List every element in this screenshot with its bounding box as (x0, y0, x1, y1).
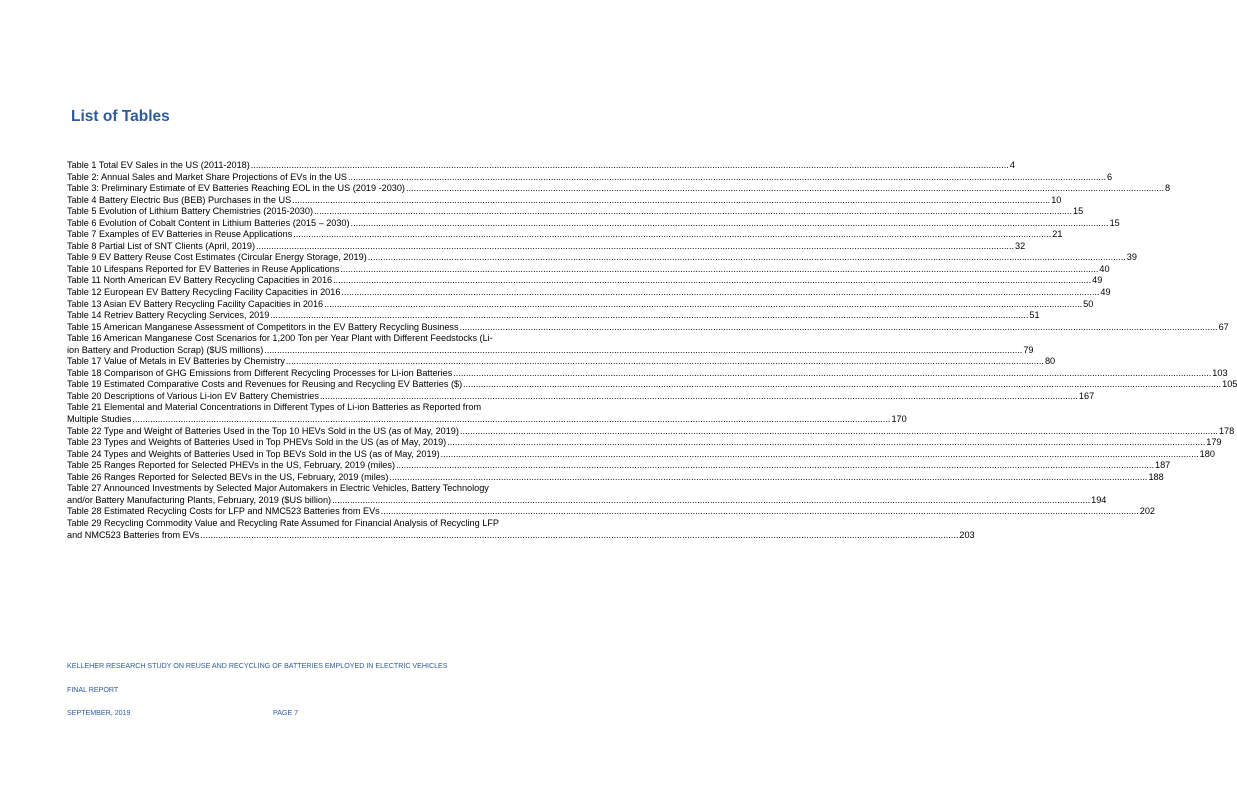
toc-entry[interactable] (67, 448, 1215, 461)
toc-page-number: 15 (1109, 217, 1120, 228)
toc-entry-first-line: Table 29 Recycling Commodity Value and Recycling Rate Assumed for Financial Analysis of Recycling LFP (67, 517, 499, 528)
toc-entry[interactable] (67, 160, 1015, 172)
toc-entry-title: Table 9 EV Battery Reuse Cost Estimates (Circular Energy Storage, 2019) (67, 252, 367, 263)
toc-page-number: 67 (1218, 321, 1229, 332)
toc-page-number: 188 (1148, 471, 1164, 482)
toc-dot-leader: ........................................................................................................................................................................................................................................................................................................... (453, 367, 1212, 378)
toc-entry[interactable] (67, 460, 1171, 472)
toc-dot-leader: ........................................................................................................................................................................................................................................................................................................... (396, 460, 1155, 471)
toc-dot-leader: ........................................................................................................................................................................................................................................................................................................... (447, 437, 1206, 448)
toc-entry-title: ion Battery and Production Scrap) ($US millions) (67, 344, 264, 355)
footer-date: SEPTEMBER, 2019 (67, 709, 131, 717)
toc-dot-leader: ........................................................................................................................................................................................................................................................................................................... (293, 229, 1052, 240)
toc-entry-title: Table 25 Ranges Reported for Selected PHEVs in the US, February, 2019 (miles) (67, 460, 395, 471)
toc-entry-title: Table 1 Total EV Sales in the US (2011-2018) (67, 160, 250, 170)
toc-entry[interactable] (67, 390, 1095, 403)
toc-dot-leader: ........................................................................................................................................................................................................................................................................................................... (348, 171, 1107, 182)
toc-entry[interactable] (67, 506, 1156, 518)
toc-page-number: 103 (1212, 367, 1228, 378)
toc-page-number: 32 (1015, 240, 1026, 251)
toc-page-number: 21 (1052, 229, 1063, 240)
toc-entry[interactable] (67, 217, 1120, 230)
toc-entry-title: Table 20 Descriptions of Various Li-ion EV Battery Chemistries (67, 390, 319, 401)
page-title: List of Tables (71, 108, 170, 125)
toc-entry[interactable] (67, 437, 1222, 449)
toc-dot-leader: ........................................................................................................................................................................................................................................................................................................... (270, 310, 1029, 321)
toc-dot-leader: ........................................................................................................................................................................................................................................................................................................... (314, 206, 1073, 217)
toc-entry-title: Table 10 Lifespans Reported for EV Batteries in Reuse Applications (67, 263, 340, 274)
footer-page-number: PAGE 7 (273, 709, 299, 717)
toc-entry[interactable] (67, 275, 1103, 287)
toc-page-number: 180 (1199, 448, 1215, 459)
toc-dot-leader: ........................................................................................................................................................................................................................................................................................................... (292, 194, 1051, 205)
toc-entry-title: Table 3: Preliminary Estimate of EV Batteries Reaching EOL in the US (2019 -2030) (67, 183, 405, 194)
toc-dot-leader: ........................................................................................................................................................................................................................................................................................................... (200, 529, 959, 540)
toc-entry-title: Table 13 Asian EV Battery Recycling Facility Capacities in 2016 (67, 298, 324, 309)
list-of-tables (67, 160, 1237, 541)
toc-dot-leader: ........................................................................................................................................................................................................................................................................................................... (463, 379, 1222, 390)
toc-page-number: 167 (1078, 390, 1095, 401)
toc-entry[interactable] (67, 356, 1056, 368)
toc-entry[interactable] (67, 183, 1171, 195)
toc-entry[interactable] (67, 494, 1107, 507)
toc-dot-leader: ........................................................................................................................................................................................................................................................................................................... (380, 506, 1139, 517)
toc-entry[interactable] (67, 379, 1237, 391)
toc-entry-title: Table 18 Comparison of GHG Emissions from Different Recycling Processes for Li-ion Batteries (67, 367, 453, 378)
toc-dot-leader: ........................................................................................................................................................................................................................................................................................................... (389, 471, 1148, 482)
toc-entry-first-line: Table 27 Announced Investments by Selected Major Automakers in Electric Vehicles, Battery Technology (67, 483, 489, 494)
toc-page-number: 40 (1099, 263, 1110, 274)
toc-page-number: 203 (959, 529, 975, 540)
toc-dot-leader: ........................................................................................................................................................................................................................................................................................................... (319, 390, 1078, 401)
toc-dot-leader: ........................................................................................................................................................................................................................................................................................................... (333, 275, 1092, 286)
toc-dot-leader: ........................................................................................................................................................................................................................................................................................................... (256, 240, 1015, 251)
toc-entry-title: Table 5 Evolution of Lithium Battery Chemistries (2015-2030) (67, 206, 313, 217)
toc-entry-title: Table 22 Type and Weight of Batteries Used in the Top 10 HEVs Sold in the US (as of May, 2019) (67, 425, 459, 436)
toc-dot-leader: ........................................................................................................................................................................................................................................................................................................... (132, 414, 891, 425)
toc-page-number: 179 (1206, 437, 1222, 448)
toc-entry-title: Multiple Studies (67, 414, 132, 425)
toc-entry-title: Table 17 Value of Metals in EV Batteries by Chemistry (67, 356, 285, 367)
toc-entry-title: Table 6 Evolution of Cobalt Content in Lithium Batteries (2015 – 2030) (67, 217, 350, 228)
toc-entry-title: Table 7 Examples of EV Batteries in Reuse Applications (67, 229, 293, 240)
toc-page-number: 6 (1107, 171, 1113, 182)
footer-study-title: KELLEHER RESEARCH STUDY ON REUSE AND RECYCLING OF BATTERIES EMPLOYED IN ELECTRIC VEHICLES (67, 662, 448, 670)
toc-entry[interactable] (67, 367, 1228, 380)
toc-entry-first-line: Table 16 American Manganese Cost Scenarios for 1,200 Ton per Year Plant with Different Feedstocks (Li- (67, 333, 493, 344)
toc-entry[interactable] (67, 529, 975, 542)
toc-page-number: 187 (1155, 460, 1171, 471)
toc-entry[interactable] (67, 310, 1040, 322)
toc-page-number: 49 (1092, 275, 1103, 286)
toc-entry-title: Table 26 Ranges Reported for Selected BEVs in the US, February, 2019 (miles) (67, 471, 389, 482)
toc-entry-title: Table 12 European EV Battery Recycling Facility Capacities in 2016 (67, 287, 341, 298)
toc-dot-leader: ........................................................................................................................................................................................................................................................................................................... (332, 494, 1091, 505)
toc-page-number: 194 (1091, 494, 1107, 505)
toc-entry[interactable] (67, 171, 1113, 184)
toc-dot-leader: ........................................................................................................................................................................................................................................................................................................... (340, 263, 1099, 274)
toc-dot-leader: ........................................................................................................................................................................................................................................................................................................... (285, 356, 1044, 367)
toc-entry-title: Table 2: Annual Sales and Market Share Projections of EVs in the US (67, 171, 347, 182)
toc-entry[interactable] (67, 298, 1094, 311)
toc-entry[interactable] (67, 229, 1063, 241)
toc-entry[interactable] (67, 240, 1026, 253)
toc-dot-leader: ........................................................................................................................................................................................................................................................................................................... (459, 425, 1218, 436)
toc-dot-leader: ........................................................................................................................................................................................................................................................................................................... (350, 217, 1109, 228)
toc-entry[interactable] (67, 344, 1034, 357)
toc-entry-title: Table 23 Types and Weights of Batteries Used in Top PHEVs Sold in the US (as of May, 2019) (67, 437, 447, 448)
toc-page-number: 51 (1029, 310, 1040, 321)
toc-entry-title: Table 19 Estimated Comparative Costs and Revenues for Reusing and Recycling EV Batteries ($) (67, 379, 463, 390)
toc-page-number: 79 (1023, 344, 1034, 355)
toc-page-number: 39 (1126, 252, 1137, 263)
toc-dot-leader: ........................................................................................................................................................................................................................................................................................................... (440, 448, 1199, 459)
toc-entry[interactable] (67, 321, 1229, 334)
toc-page-number: 8 (1165, 183, 1171, 194)
toc-entry-title: Table 8 Partial List of SNT Clients (April, 2019) (67, 240, 255, 251)
toc-dot-leader: ........................................................................................................................................................................................................................................................................................................... (324, 298, 1083, 309)
toc-entry-title: and NMC523 Batteries from EVs (67, 529, 200, 540)
toc-page-number: 170 (891, 414, 907, 425)
toc-entry[interactable] (67, 287, 1111, 299)
toc-page-number: 105 (1222, 379, 1237, 390)
toc-dot-leader: ........................................................................................................................................................................................................................................................................................................... (405, 183, 1164, 194)
toc-entry-title: Table 24 Types and Weights of Batteries Used in Top BEVs Sold in the US (as of May, 2019) (67, 448, 440, 459)
toc-entry-title: and/or Battery Manufacturing Plants, February, 2019 ($US billion) (67, 494, 332, 505)
toc-entry[interactable] (67, 471, 1164, 484)
toc-dot-leader: ........................................................................................................................................................................................................................................................................................................... (341, 287, 1100, 298)
toc-entry[interactable] (67, 206, 1084, 218)
toc-dot-leader: ........................................................................................................................................................................................................................................................................................................... (264, 344, 1023, 355)
toc-page-number: 50 (1083, 298, 1094, 309)
toc-dot-leader: ........................................................................................................................................................................................................................................................................................................... (250, 160, 1009, 170)
toc-entry[interactable] (67, 194, 1062, 207)
toc-page-number: 202 (1139, 506, 1156, 517)
footer-report-type: FINAL REPORT (67, 686, 119, 694)
toc-entry[interactable] (67, 425, 1235, 438)
toc-entry-title: Table 11 North American EV Battery Recycling Capacities in 2016 (67, 275, 333, 286)
toc-page-number: 80 (1044, 356, 1056, 367)
toc-entry-title: Table 28 Estimated Recycling Costs for LFP and NMC523 Batteries from EVs (67, 506, 380, 517)
toc-page-number: 15 (1073, 206, 1084, 217)
toc-entry[interactable] (67, 252, 1137, 264)
toc-page-number: 49 (1100, 287, 1111, 298)
toc-dot-leader: ........................................................................................................................................................................................................................................................................................................... (367, 252, 1126, 263)
toc-entry-title: Table 15 American Manganese Assessment of Competitors in the EV Battery Recycling Business (67, 321, 459, 332)
toc-dot-leader: ........................................................................................................................................................................................................................................................................................................... (459, 321, 1218, 332)
toc-entry-first-line: Table 21 Elemental and Material Concentrations in Different Types of Li-ion Batteries as Reported from (67, 402, 482, 413)
toc-page-number: 10 (1051, 194, 1062, 205)
toc-entry-title: Table 14 Retriev Battery Recycling Services, 2019 (67, 310, 270, 321)
toc-entry[interactable] (67, 263, 1110, 276)
toc-entry-title: Table 4 Battery Electric Bus (BEB) Purchases in the US (67, 194, 292, 205)
toc-page-number: 178 (1218, 425, 1235, 436)
toc-page-number: 4 (1009, 160, 1015, 170)
toc-entry[interactable] (67, 414, 907, 426)
